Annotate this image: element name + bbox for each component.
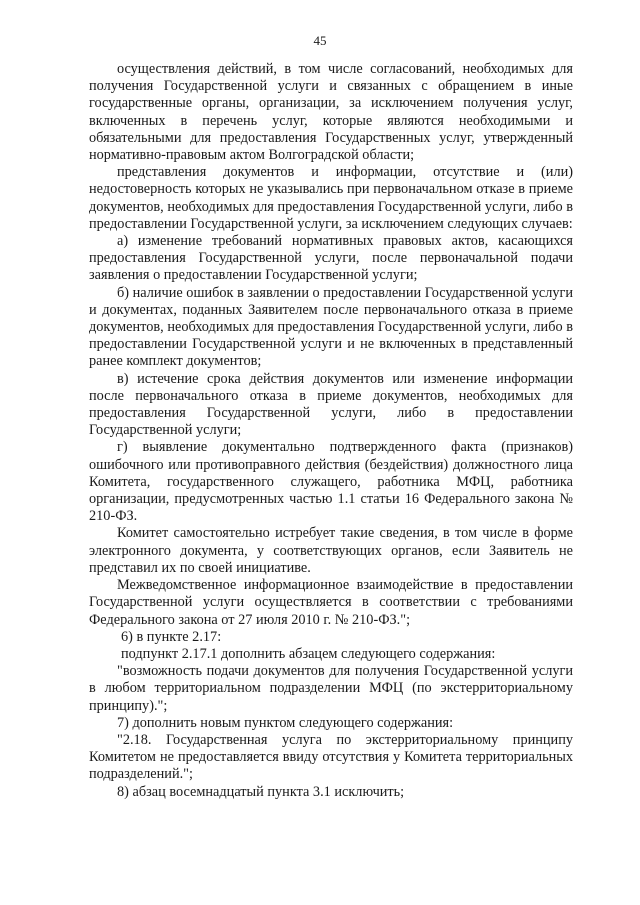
paragraph-quoted-2-18: "2.18. Государственная услуга по экстерриториальному принципу Комитетом не предоставляется ввиду отсутствия у Комитета территориальных подразделений."; xyxy=(89,731,573,783)
paragraph-case-b: б) наличие ошибок в заявлении о предоставлении Государственной услуги и документах, поданных Заявителем после первоначального отказа в приеме документов, необходимых для предоставления Государственной услуги, либо в предоставлении Государственной услуги и не включенных в представленный ранее комплект документов; xyxy=(89,284,573,370)
paragraph-interagency-interaction: Межведомственное информационное взаимодействие в предоставлении Государственной услуги осуществляется в соответствии с требованиями Федерального закона от 27 июля 2010 г. № 210-ФЗ."; xyxy=(89,577,573,628)
paragraph-subitem-2-17-1: подпункт 2.17.1 дополнить абзацем следующего содержания: xyxy=(121,645,496,662)
paragraph-documents-information: представления документов и информации, отсутствие и (или) недостоверность которых не указывались при первоначальном отказе в приеме документов, необходимых для предоставления Государственной услуги, либо в предоставлении Государственной услуги, за исключением следующих случаев: xyxy=(89,164,573,232)
paragraph-quoted-mfc: "возможность подачи документов для получения Государственной услуги в любом территориальном подразделении МФЦ (по экстерриториальному принципу)."; xyxy=(89,663,573,714)
paragraph-case-v: в) истечение срока действия документов или изменение информации после первоначального отказа в приеме документов, необходимых для предоставления Государственной услуги, либо в предоставлении Государственной услуги; xyxy=(89,370,573,439)
paragraph-continuation: осуществления действий, в том числе согласований, необходимых для получения Государственной услуги и связанных с обращением в иные государственные органы, организации, за исключением получения услуг, включенных в перечень услуг, которые являются необходимыми и обязательными для предоставления Государственных услуг, утвержденный нормативно-правовым актом Волгоградской области; xyxy=(89,61,573,164)
paragraph-item-8: 8) абзац восемнадцатый пункта 3.1 исключить; xyxy=(117,783,405,800)
paragraph-case-a: а) изменение требований нормативных правовых актов, касающихся предоставления Государственной услуги, после первоначальной подачи заявления о предоставлении Государственной услуги; xyxy=(89,233,573,284)
document-body xyxy=(89,61,573,801)
paragraph-item-6: 6) в пункте 2.17: xyxy=(121,628,222,645)
page-number: 45 xyxy=(313,33,327,48)
paragraph-committee-requests: Комитет самостоятельно истребует такие сведения, в том числе в форме электронного документа, у соответствующих органов, если Заявитель не представил их по своей инициативе. xyxy=(89,525,573,576)
paragraph-item-7: 7) дополнить новым пунктом следующего содержания: xyxy=(117,714,454,731)
paragraph-case-g: г) выявление документально подтвержденного факта (признаков) ошибочного или противоправного действия (бездействия) должностного лица Комитета, государственного служащего, работника МФЦ, работника организации, предусмотренных частью 1.1 статьи 16 Федерального закона № 210-ФЗ. xyxy=(89,439,573,525)
